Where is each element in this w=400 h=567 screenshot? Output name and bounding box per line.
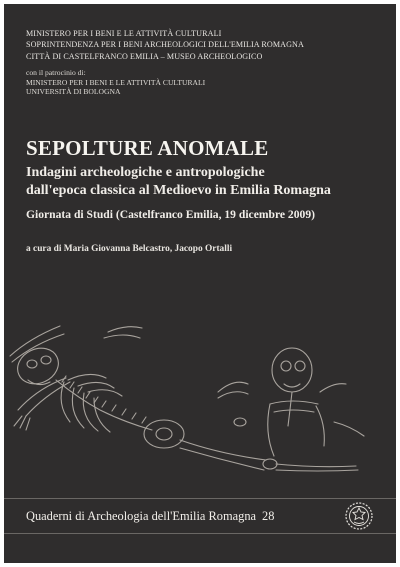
editors-line: a cura di Maria Giovanna Belcastro, Jacopo Ortalli bbox=[26, 244, 233, 254]
publisher-emblem-icon bbox=[344, 501, 374, 531]
series-title bbox=[26, 509, 274, 524]
patronage-university: UNIVERSITÀ DI BOLOGNA bbox=[26, 87, 121, 97]
patronage-intro: con il patrocinio di: bbox=[26, 68, 86, 77]
institution-ministry: MINISTERO PER I BENI E LE ATTIVITÀ CULTURALI bbox=[26, 29, 222, 38]
book-subtitle bbox=[26, 164, 331, 200]
series-bar bbox=[4, 498, 396, 534]
series-name: Quaderni di Archeologia dell'Emilia Romagna bbox=[26, 509, 257, 523]
institution-castelfranco: CITTÀ DI CASTELFRANCO EMILIA – MUSEO ARCHEOLOGICO bbox=[26, 51, 263, 61]
institution-soprintendenza: SOPRINTENDENZA PER I BENI ARCHEOLOGICI DELL'EMILIA ROMAGNA bbox=[26, 40, 304, 50]
patronage-ministry: MINISTERO PER I BENI E LE ATTIVITÀ CULTURALI bbox=[26, 77, 206, 87]
series-number: 28 bbox=[262, 509, 275, 523]
conference-info: Giornata di Studi (Castelfranco Emilia, 19 dicembre 2009) bbox=[26, 208, 315, 221]
book-cover bbox=[4, 4, 396, 563]
skeleton-burial-drawing bbox=[4, 272, 396, 474]
subtitle-line-2: dall'epoca classica al Medioevo in Emilia Romagna bbox=[26, 183, 331, 198]
subtitle-line-1: Indagini archeologiche e antropologiche bbox=[26, 165, 265, 180]
institutions-block bbox=[26, 28, 304, 62]
patronage-block bbox=[26, 68, 205, 97]
book-title: SEPOLTURE ANOMALE bbox=[26, 136, 269, 160]
